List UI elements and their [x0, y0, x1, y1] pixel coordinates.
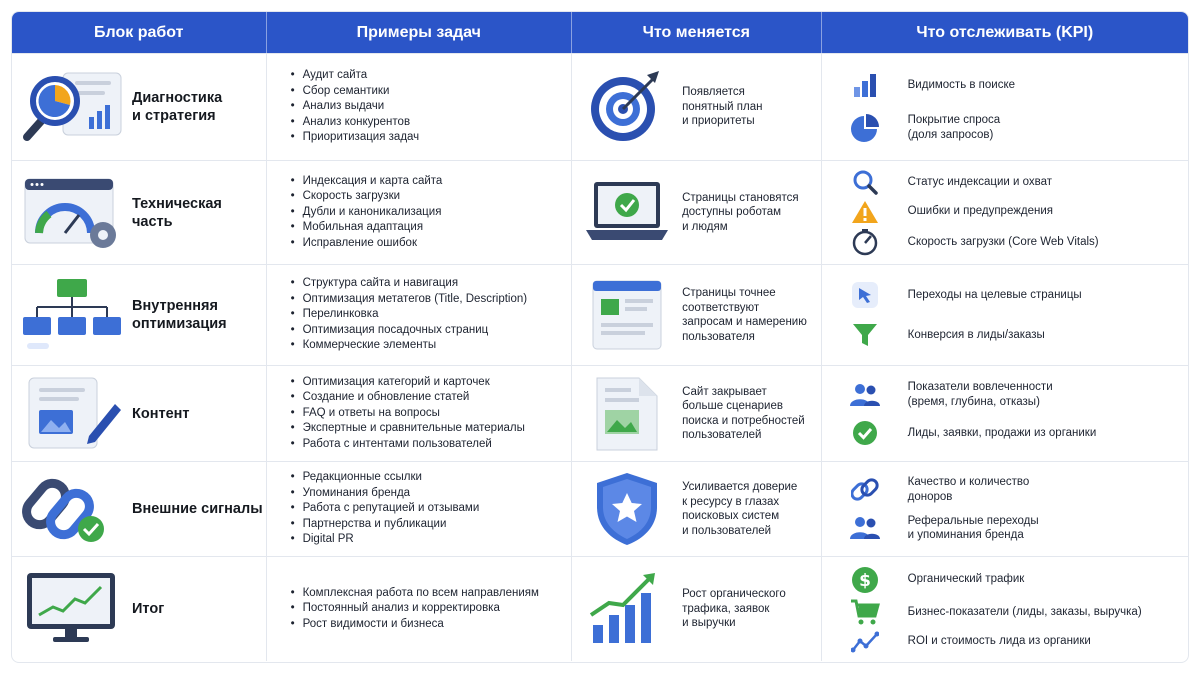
tasks-cell — [267, 366, 573, 461]
change-cell — [572, 366, 822, 461]
kpi-text: Бизнес-показатели (лиды, заказы, выручка) — [907, 605, 1142, 618]
task-item: • Digital PR — [283, 532, 572, 548]
header-block: Блок работ — [12, 12, 267, 53]
task-item: • Скорость загрузки — [283, 189, 572, 205]
kpi-item — [822, 419, 1188, 447]
kpi-text: Видимость в поиске — [907, 79, 1016, 92]
kpi-text: Показатели вовлеченности (время, глубина, отказы) — [907, 381, 1053, 408]
table-header — [12, 12, 1188, 53]
target-icon — [572, 54, 682, 160]
task-item: • FAQ и ответы на вопросы — [283, 406, 572, 422]
kpi-item — [822, 380, 1188, 409]
task-item: • Экспертные и сравнительные материалы — [283, 421, 572, 437]
kpi-text: Конверсия в лиды/заказы — [907, 328, 1045, 341]
cart-icon — [822, 598, 908, 626]
task-item: • Оптимизация посадочных страниц — [283, 323, 572, 339]
kpi-item — [822, 228, 1188, 256]
task-item: • Коммерческие элементы — [283, 338, 572, 354]
kpi-item — [822, 630, 1188, 654]
change-text: Сайт закрывает больше сценариев поиска и потребностей пользователей — [682, 385, 805, 441]
task-item: • Создание и обновление статей — [283, 390, 572, 406]
task-item: • Структура сайта и навигация — [283, 276, 572, 292]
table-row — [12, 365, 1188, 461]
table-row — [12, 160, 1188, 264]
kpi-item — [822, 113, 1188, 143]
task-item: • Работа с интентами пользователей — [283, 437, 572, 453]
kpi-cell — [822, 366, 1188, 461]
trend-line-icon — [822, 630, 908, 654]
kpi-item — [822, 321, 1188, 349]
kpi-item — [822, 169, 1188, 195]
change-text: Страницы точнее соответствуют запросам и намерению пользователя — [682, 287, 807, 343]
laptop-check-icon — [572, 161, 682, 264]
kpi-item — [822, 281, 1188, 309]
seo-table — [11, 11, 1189, 663]
site-structure-icon — [12, 265, 132, 365]
block-cell — [12, 265, 267, 365]
task-item: • Упоминания бренда — [283, 486, 572, 502]
speedometer-gear-icon — [12, 161, 132, 264]
gauge-icon — [822, 228, 908, 256]
table-row — [12, 461, 1188, 556]
search-icon — [822, 169, 908, 195]
monitor-growth-icon — [12, 557, 132, 661]
kpi-cell — [822, 265, 1188, 365]
kpi-text: Переходы на целевые страницы — [907, 288, 1082, 301]
task-item: • Оптимизация метатегов (Title, Description) — [283, 292, 572, 308]
kpi-cell — [822, 54, 1188, 160]
task-item: • Анализ конкурентов — [283, 115, 572, 131]
kpi-text: Реферальные переходы и упоминания бренда — [907, 514, 1039, 542]
change-cell — [572, 54, 822, 160]
kpi-item — [822, 514, 1188, 543]
block-cell — [12, 462, 267, 556]
block-cell — [12, 366, 267, 461]
dollar-icon — [822, 565, 908, 595]
task-item: • Рост видимости и бизнеса — [283, 617, 572, 633]
kpi-text: Органический трафик — [907, 573, 1025, 586]
tasks-cell — [267, 462, 573, 556]
kpi-text: Лиды, заявки, продажи из органики — [907, 426, 1097, 439]
task-list — [283, 276, 572, 354]
task-item: • Партнерства и публикации — [283, 517, 572, 533]
block-title: Техническая часть — [132, 195, 222, 230]
kpi-text: ROI и стоимость лида из органики — [907, 635, 1091, 648]
task-list — [283, 174, 572, 252]
header-kpi: Что отслеживать (KPI) — [916, 23, 1094, 41]
task-item: • Исправление ошибок — [283, 236, 572, 252]
task-item: • Индексация и карта сайта — [283, 174, 572, 190]
magnifier-report-icon — [12, 54, 132, 160]
block-title: Итог — [132, 601, 165, 617]
chain-link-check-icon — [12, 462, 132, 556]
kpi-text: Скорость загрузки (Core Web Vitals) — [907, 236, 1099, 248]
funnel-icon — [822, 321, 908, 349]
warning-icon — [822, 199, 908, 225]
task-item: • Редакционные ссылки — [283, 470, 572, 486]
tasks-cell — [267, 161, 573, 264]
block-cell — [12, 557, 267, 661]
kpi-text: Покрытие спроса (доля запросов) — [907, 114, 1001, 141]
change-text: Рост органического трафика, заявок и выручки — [682, 588, 786, 630]
document-image-icon — [572, 366, 682, 461]
block-title: Контент — [132, 405, 190, 422]
document-pencil-icon — [12, 366, 132, 461]
change-cell — [572, 265, 822, 365]
block-title: Внешние сигналы — [132, 501, 263, 517]
table-body — [12, 53, 1188, 661]
kpi-item — [822, 71, 1188, 99]
header-tasks: Примеры задач — [267, 12, 572, 53]
task-item: • Сбор семантики — [283, 84, 572, 100]
task-list — [283, 375, 572, 453]
tasks-cell — [267, 54, 573, 160]
task-item: • Аудит сайта — [283, 68, 572, 84]
kpi-item — [822, 598, 1188, 626]
change-cell — [572, 557, 822, 661]
growth-bars-icon — [572, 557, 682, 661]
task-list — [283, 68, 572, 146]
svg-text:$: $ — [858, 570, 871, 591]
check-circle-icon — [822, 419, 908, 447]
change-text: Усиливается доверие к ресурсу в глазах поисковых систем и пользователей — [682, 481, 798, 537]
task-item: • Перелинковка — [283, 307, 572, 323]
task-item: • Дубли и каноникализация — [283, 205, 572, 221]
tasks-cell — [267, 557, 573, 661]
block-cell — [12, 54, 267, 160]
change-cell — [572, 462, 822, 556]
header-change: Что меняется — [572, 12, 822, 53]
table-row — [12, 264, 1188, 365]
task-list — [283, 586, 572, 633]
kpi-text: Статус индексации и охват — [907, 175, 1053, 188]
kpi-cell — [822, 462, 1188, 556]
block-cell — [12, 161, 267, 264]
users-icon — [822, 515, 908, 541]
bar-chart-icon — [822, 71, 908, 99]
kpi-cell — [822, 557, 1188, 661]
task-item: • Приоритизация задач — [283, 130, 572, 146]
table-row — [12, 556, 1188, 661]
kpi-item — [822, 565, 1188, 595]
users-icon — [822, 382, 908, 408]
block-title: Внутренняя оптимизация — [132, 298, 227, 332]
task-item: • Комплексная работа по всем направлениям — [283, 586, 572, 602]
link-icon — [822, 476, 908, 504]
shield-star-icon — [572, 462, 682, 556]
task-item: • Работа с репутацией и отзывами — [283, 501, 572, 517]
task-item: • Оптимизация категорий и карточек — [283, 375, 572, 391]
pie-chart-icon — [822, 113, 908, 143]
table-row — [12, 53, 1188, 160]
webpage-layout-icon — [572, 265, 682, 365]
change-text: Страницы становятся доступны роботам и людям — [682, 191, 799, 233]
kpi-text: Ошибки и предупреждения — [907, 205, 1054, 218]
task-item: • Постоянный анализ и корректировка — [283, 601, 572, 617]
task-item: • Анализ выдачи — [283, 99, 572, 115]
task-item: • Мобильная адаптация — [283, 220, 572, 236]
tasks-cell — [267, 265, 573, 365]
kpi-cell — [822, 161, 1188, 264]
kpi-item — [822, 475, 1188, 504]
kpi-text: Качество и количество доноров — [907, 476, 1030, 503]
kpi-item — [822, 199, 1188, 225]
change-cell — [572, 161, 822, 264]
task-list — [283, 470, 572, 548]
change-text: Появляется понятный план и приоритеты — [682, 86, 763, 128]
block-title: Диагностика и стратегия — [132, 90, 223, 124]
cursor-icon — [822, 281, 908, 309]
